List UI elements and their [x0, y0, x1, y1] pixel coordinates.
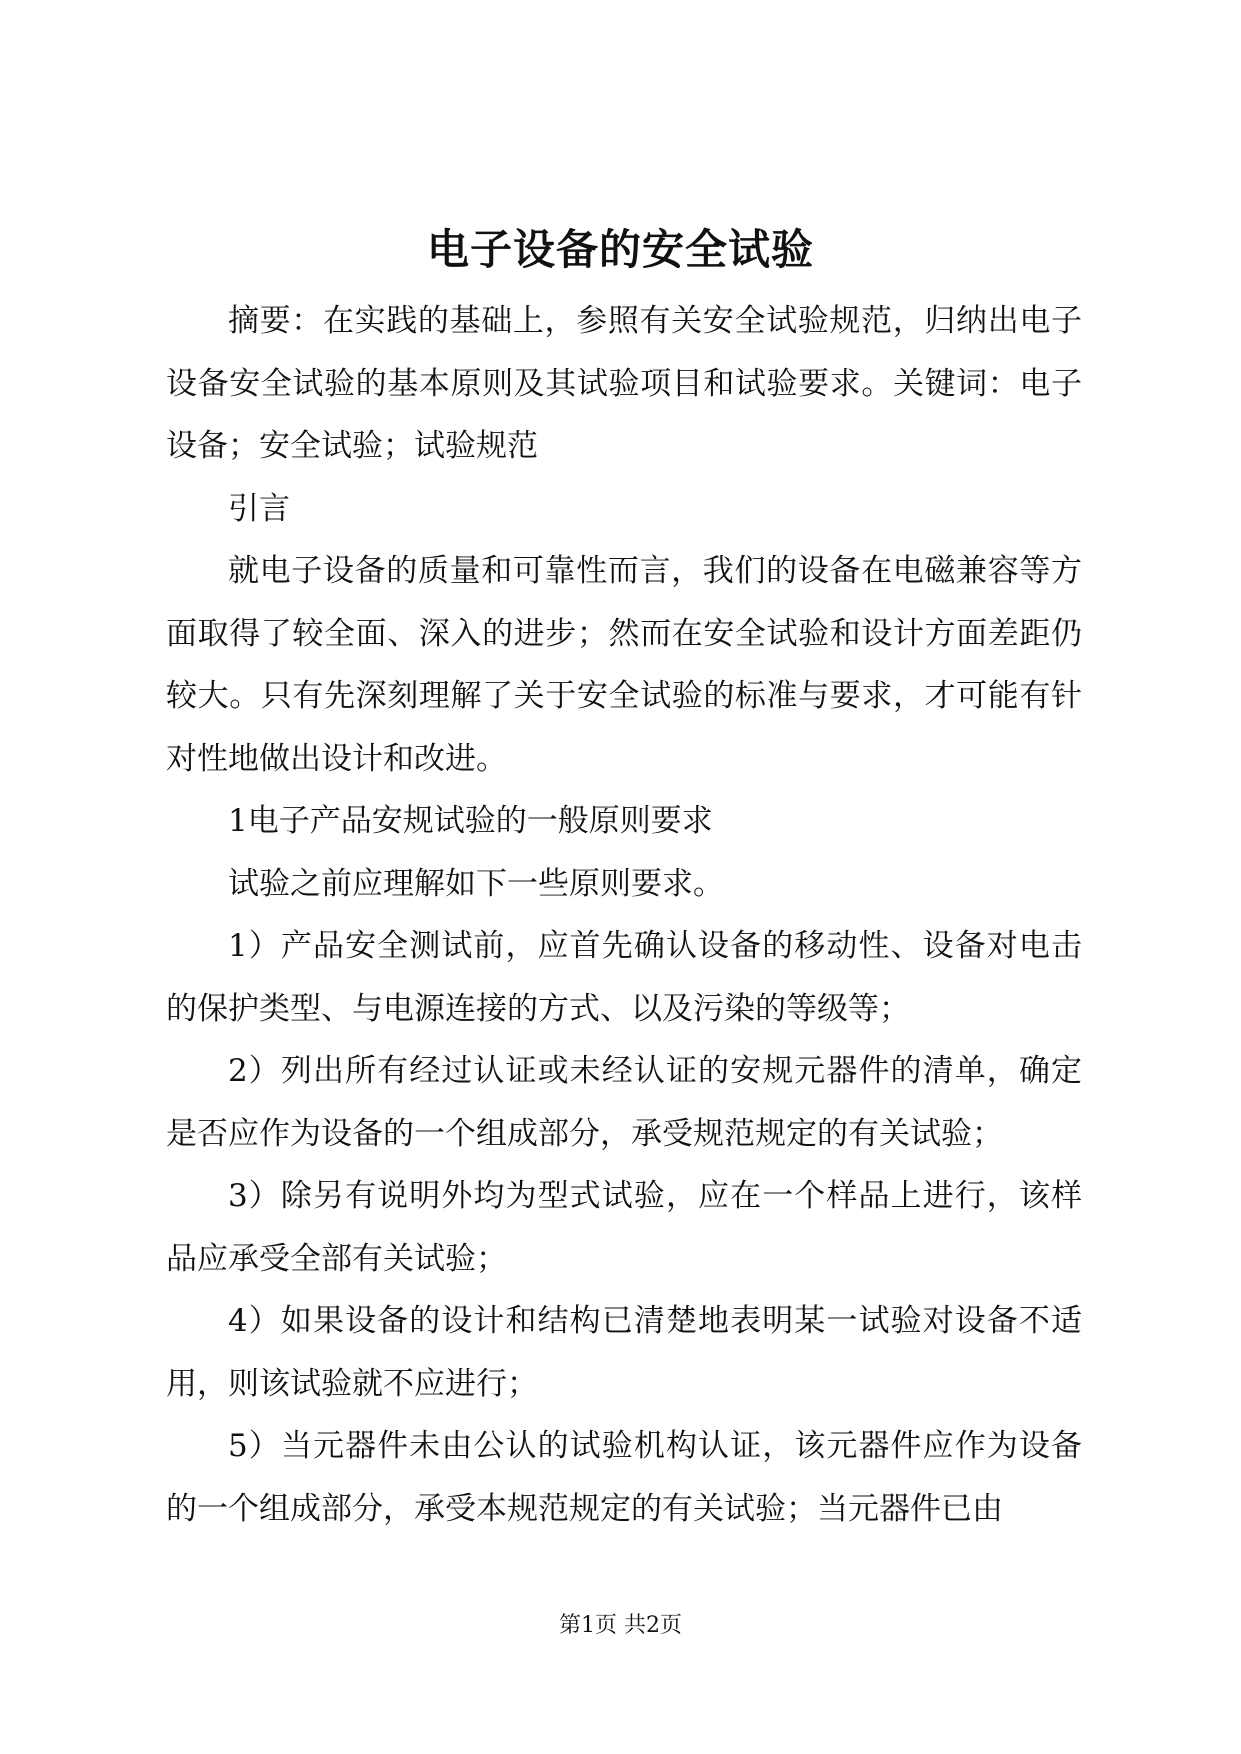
- list-item-4: 4）如果设备的设计和结构已清楚地表明某一试验对设备不适用，则该试验就不应进行；: [166, 1303, 1082, 1402]
- list-item-1: 1）产品安全测试前，应首先确认设备的移动性、设备对电击的保护类型、与电源连接的方式、以及污染的等级等；: [166, 928, 1082, 1027]
- list-item-5: 5）当元器件未由公认的试验机构认证，该元器件应作为设备的一个组成部分，承受本规范规定的有关试验；当元器件已由: [166, 1428, 1082, 1527]
- document-title: 电子设备的安全试验: [426, 225, 814, 274]
- list-item-2: 2）列出所有经过认证或未经认证的安规元器件的清单，确定是否应作为设备的一个组成部分，承受规范规定的有关试验；: [166, 1053, 1082, 1152]
- section-heading-introduction: 引言: [228, 490, 290, 527]
- abstract-paragraph: 摘要：在实践的基础上，参照有关安全试验规范，归纳出电子设备安全试验的基本原则及其试验项目和试验要求。关键词：电子设备；安全试验；试验规范: [166, 303, 1082, 464]
- body-paragraph: 试验之前应理解如下一些原则要求。: [228, 865, 724, 902]
- document-body: [166, 290, 1082, 1540]
- introduction-paragraph: 就电子设备的质量和可靠性而言，我们的设备在电磁兼容等方面取得了较全面、深入的进步；然而在安全试验和设计方面差距仍较大。只有先深刻理解了关于安全试验的标准与要求，才可能有针对性地做出设计和改进。: [166, 553, 1082, 777]
- list-item-3: 3）除另有说明外均为型式试验，应在一个样品上进行，该样品应承受全部有关试验；: [166, 1178, 1082, 1277]
- page-footer: 第1页 共2页: [559, 1613, 682, 1638]
- section-heading-1: 1电子产品安规试验的一般原则要求: [228, 803, 713, 839]
